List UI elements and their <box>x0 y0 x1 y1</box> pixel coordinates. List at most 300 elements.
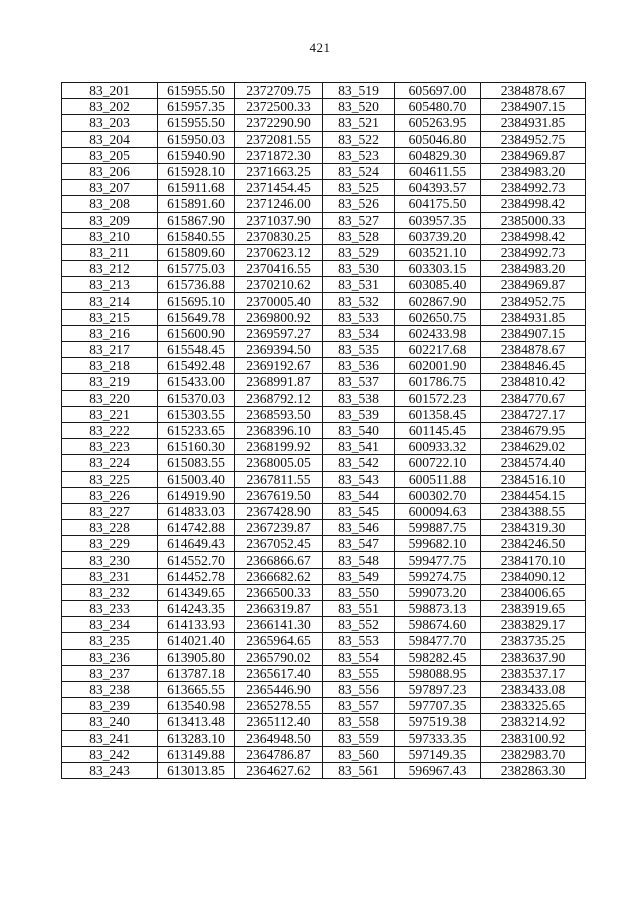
x-coord-right-cell: 601145.45 <box>395 422 481 438</box>
x-coord-left-cell: 615370.03 <box>158 390 235 406</box>
point-id-right-cell: 83_532 <box>323 293 395 309</box>
y-coord-right-cell: 2384907.15 <box>481 325 586 341</box>
x-coord-right-cell: 596967.43 <box>395 762 481 778</box>
y-coord-left-cell: 2367619.50 <box>235 487 323 503</box>
y-coord-right-cell: 2383919.65 <box>481 601 586 617</box>
x-coord-left-cell: 615433.00 <box>158 374 235 390</box>
coordinates-table <box>61 82 586 779</box>
point-id-right-cell: 83_549 <box>323 568 395 584</box>
page-number: 421 <box>309 40 331 55</box>
point-id-left-cell: 83_220 <box>62 390 158 406</box>
x-coord-right-cell: 605046.80 <box>395 131 481 147</box>
x-coord-right-cell: 605697.00 <box>395 83 481 99</box>
x-coord-left-cell: 614919.90 <box>158 487 235 503</box>
x-coord-right-cell: 598282.45 <box>395 649 481 665</box>
x-coord-left-cell: 615233.65 <box>158 422 235 438</box>
x-coord-left-cell: 614833.03 <box>158 503 235 519</box>
x-coord-right-cell: 605480.70 <box>395 99 481 115</box>
y-coord-right-cell: 2384878.67 <box>481 83 586 99</box>
x-coord-left-cell: 614021.40 <box>158 633 235 649</box>
x-coord-right-cell: 600933.32 <box>395 439 481 455</box>
y-coord-left-cell: 2369394.50 <box>235 342 323 358</box>
table-row <box>62 261 586 277</box>
y-coord-left-cell: 2372500.33 <box>235 99 323 115</box>
point-id-left-cell: 83_209 <box>62 212 158 228</box>
x-coord-right-cell: 600722.10 <box>395 455 481 471</box>
y-coord-right-cell: 2384992.73 <box>481 180 586 196</box>
point-id-right-cell: 83_526 <box>323 196 395 212</box>
x-coord-right-cell: 599887.75 <box>395 520 481 536</box>
y-coord-right-cell: 2384983.20 <box>481 261 586 277</box>
y-coord-left-cell: 2368593.50 <box>235 406 323 422</box>
point-id-left-cell: 83_210 <box>62 228 158 244</box>
x-coord-left-cell: 613540.98 <box>158 698 235 714</box>
y-coord-right-cell: 2384998.42 <box>481 228 586 244</box>
point-id-right-cell: 83_527 <box>323 212 395 228</box>
point-id-left-cell: 83_238 <box>62 681 158 697</box>
y-coord-left-cell: 2364948.50 <box>235 730 323 746</box>
x-coord-right-cell: 599682.10 <box>395 536 481 552</box>
x-coord-left-cell: 615955.50 <box>158 83 235 99</box>
y-coord-left-cell: 2366500.33 <box>235 584 323 600</box>
point-id-right-cell: 83_536 <box>323 358 395 374</box>
table-row <box>62 163 586 179</box>
point-id-left-cell: 83_217 <box>62 342 158 358</box>
x-coord-right-cell: 598674.60 <box>395 617 481 633</box>
y-coord-left-cell: 2367239.87 <box>235 520 323 536</box>
y-coord-right-cell: 2383637.90 <box>481 649 586 665</box>
y-coord-right-cell: 2384319.30 <box>481 520 586 536</box>
point-id-right-cell: 83_519 <box>323 83 395 99</box>
y-coord-left-cell: 2365446.90 <box>235 681 323 697</box>
point-id-left-cell: 83_205 <box>62 147 158 163</box>
point-id-left-cell: 83_212 <box>62 261 158 277</box>
table-row <box>62 99 586 115</box>
x-coord-left-cell: 615911.68 <box>158 180 235 196</box>
point-id-right-cell: 83_544 <box>323 487 395 503</box>
point-id-right-cell: 83_550 <box>323 584 395 600</box>
y-coord-right-cell: 2384952.75 <box>481 293 586 309</box>
y-coord-left-cell: 2366866.67 <box>235 552 323 568</box>
x-coord-left-cell: 615957.35 <box>158 99 235 115</box>
y-coord-right-cell: 2384006.65 <box>481 584 586 600</box>
point-id-left-cell: 83_216 <box>62 325 158 341</box>
point-id-right-cell: 83_522 <box>323 131 395 147</box>
table-row <box>62 714 586 730</box>
y-coord-left-cell: 2371454.45 <box>235 180 323 196</box>
point-id-left-cell: 83_234 <box>62 617 158 633</box>
x-coord-left-cell: 615303.55 <box>158 406 235 422</box>
x-coord-right-cell: 599073.20 <box>395 584 481 600</box>
y-coord-left-cell: 2367811.55 <box>235 471 323 487</box>
y-coord-left-cell: 2372290.90 <box>235 115 323 131</box>
x-coord-left-cell: 615867.90 <box>158 212 235 228</box>
point-id-right-cell: 83_542 <box>323 455 395 471</box>
y-coord-left-cell: 2368991.87 <box>235 374 323 390</box>
x-coord-right-cell: 603303.15 <box>395 261 481 277</box>
x-coord-left-cell: 615736.88 <box>158 277 235 293</box>
x-coord-right-cell: 604611.55 <box>395 163 481 179</box>
table-row <box>62 115 586 131</box>
point-id-left-cell: 83_226 <box>62 487 158 503</box>
table-row <box>62 309 586 325</box>
x-coord-left-cell: 615950.03 <box>158 131 235 147</box>
point-id-left-cell: 83_228 <box>62 520 158 536</box>
point-id-left-cell: 83_233 <box>62 601 158 617</box>
point-id-right-cell: 83_540 <box>323 422 395 438</box>
y-coord-right-cell: 2384931.85 <box>481 115 586 131</box>
point-id-left-cell: 83_213 <box>62 277 158 293</box>
x-coord-left-cell: 615775.03 <box>158 261 235 277</box>
y-coord-right-cell: 2384952.75 <box>481 131 586 147</box>
point-id-right-cell: 83_543 <box>323 471 395 487</box>
y-coord-right-cell: 2383100.92 <box>481 730 586 746</box>
y-coord-left-cell: 2368199.92 <box>235 439 323 455</box>
y-coord-left-cell: 2367052.45 <box>235 536 323 552</box>
x-coord-left-cell: 613413.48 <box>158 714 235 730</box>
x-coord-right-cell: 601572.23 <box>395 390 481 406</box>
x-coord-left-cell: 615003.40 <box>158 471 235 487</box>
point-id-left-cell: 83_204 <box>62 131 158 147</box>
y-coord-left-cell: 2370210.62 <box>235 277 323 293</box>
y-coord-left-cell: 2366319.87 <box>235 601 323 617</box>
table-row <box>62 568 586 584</box>
y-coord-left-cell: 2365964.65 <box>235 633 323 649</box>
point-id-left-cell: 83_237 <box>62 665 158 681</box>
point-id-left-cell: 83_218 <box>62 358 158 374</box>
point-id-right-cell: 83_520 <box>323 99 395 115</box>
x-coord-left-cell: 615840.55 <box>158 228 235 244</box>
table-row <box>62 503 586 519</box>
table-row <box>62 746 586 762</box>
y-coord-right-cell: 2383735.25 <box>481 633 586 649</box>
point-id-right-cell: 83_553 <box>323 633 395 649</box>
y-coord-right-cell: 2384810.42 <box>481 374 586 390</box>
point-id-left-cell: 83_202 <box>62 99 158 115</box>
point-id-right-cell: 83_534 <box>323 325 395 341</box>
x-coord-right-cell: 600302.70 <box>395 487 481 503</box>
y-coord-left-cell: 2364627.62 <box>235 762 323 778</box>
y-coord-left-cell: 2369192.67 <box>235 358 323 374</box>
y-coord-left-cell: 2365278.55 <box>235 698 323 714</box>
y-coord-right-cell: 2384969.87 <box>481 277 586 293</box>
x-coord-right-cell: 597897.23 <box>395 681 481 697</box>
x-coord-left-cell: 615548.45 <box>158 342 235 358</box>
x-coord-right-cell: 597149.35 <box>395 746 481 762</box>
point-id-right-cell: 83_523 <box>323 147 395 163</box>
table-row <box>62 601 586 617</box>
point-id-right-cell: 83_528 <box>323 228 395 244</box>
y-coord-right-cell: 2384388.55 <box>481 503 586 519</box>
y-coord-left-cell: 2371872.30 <box>235 147 323 163</box>
x-coord-right-cell: 599274.75 <box>395 568 481 584</box>
y-coord-left-cell: 2365112.40 <box>235 714 323 730</box>
y-coord-left-cell: 2371037.90 <box>235 212 323 228</box>
table-row <box>62 342 586 358</box>
point-id-right-cell: 83_525 <box>323 180 395 196</box>
y-coord-right-cell: 2384998.42 <box>481 196 586 212</box>
table-row <box>62 520 586 536</box>
table-row <box>62 439 586 455</box>
x-coord-left-cell: 614649.43 <box>158 536 235 552</box>
point-id-left-cell: 83_232 <box>62 584 158 600</box>
x-coord-left-cell: 614133.93 <box>158 617 235 633</box>
y-coord-left-cell: 2371663.25 <box>235 163 323 179</box>
y-coord-left-cell: 2365617.40 <box>235 665 323 681</box>
y-coord-right-cell: 2384629.02 <box>481 439 586 455</box>
y-coord-right-cell: 2384907.15 <box>481 99 586 115</box>
x-coord-right-cell: 597519.38 <box>395 714 481 730</box>
x-coord-left-cell: 615809.60 <box>158 244 235 260</box>
point-id-left-cell: 83_219 <box>62 374 158 390</box>
point-id-left-cell: 83_241 <box>62 730 158 746</box>
table-row <box>62 244 586 260</box>
table-row <box>62 584 586 600</box>
x-coord-right-cell: 598477.70 <box>395 633 481 649</box>
table-row <box>62 358 586 374</box>
point-id-right-cell: 83_548 <box>323 552 395 568</box>
table-row <box>62 277 586 293</box>
point-id-left-cell: 83_242 <box>62 746 158 762</box>
table-row <box>62 390 586 406</box>
x-coord-right-cell: 604393.57 <box>395 180 481 196</box>
point-id-right-cell: 83_545 <box>323 503 395 519</box>
y-coord-left-cell: 2370005.40 <box>235 293 323 309</box>
y-coord-left-cell: 2366141.30 <box>235 617 323 633</box>
x-coord-left-cell: 614349.65 <box>158 584 235 600</box>
x-coord-right-cell: 597333.35 <box>395 730 481 746</box>
point-id-right-cell: 83_531 <box>323 277 395 293</box>
x-coord-left-cell: 614452.78 <box>158 568 235 584</box>
y-coord-right-cell: 2384983.20 <box>481 163 586 179</box>
y-coord-right-cell: 2384090.12 <box>481 568 586 584</box>
x-coord-right-cell: 603739.20 <box>395 228 481 244</box>
x-coord-left-cell: 613283.10 <box>158 730 235 746</box>
x-coord-left-cell: 614742.88 <box>158 520 235 536</box>
x-coord-right-cell: 600094.63 <box>395 503 481 519</box>
point-id-right-cell: 83_538 <box>323 390 395 406</box>
y-coord-right-cell: 2384170.10 <box>481 552 586 568</box>
coordinates-table-body <box>62 83 586 779</box>
point-id-left-cell: 83_207 <box>62 180 158 196</box>
point-id-right-cell: 83_559 <box>323 730 395 746</box>
x-coord-left-cell: 613787.18 <box>158 665 235 681</box>
x-coord-right-cell: 601358.45 <box>395 406 481 422</box>
y-coord-right-cell: 2384727.17 <box>481 406 586 422</box>
x-coord-right-cell: 602433.98 <box>395 325 481 341</box>
x-coord-left-cell: 614243.35 <box>158 601 235 617</box>
point-id-right-cell: 83_546 <box>323 520 395 536</box>
point-id-right-cell: 83_555 <box>323 665 395 681</box>
point-id-left-cell: 83_215 <box>62 309 158 325</box>
y-coord-left-cell: 2366682.62 <box>235 568 323 584</box>
y-coord-right-cell: 2384574.40 <box>481 455 586 471</box>
table-row <box>62 83 586 99</box>
y-coord-right-cell: 2382983.70 <box>481 746 586 762</box>
y-coord-right-cell: 2384454.15 <box>481 487 586 503</box>
y-coord-right-cell: 2384516.10 <box>481 471 586 487</box>
y-coord-right-cell: 2383433.08 <box>481 681 586 697</box>
point-id-left-cell: 83_224 <box>62 455 158 471</box>
point-id-left-cell: 83_222 <box>62 422 158 438</box>
table-row <box>62 649 586 665</box>
point-id-left-cell: 83_211 <box>62 244 158 260</box>
table-row <box>62 212 586 228</box>
point-id-left-cell: 83_223 <box>62 439 158 455</box>
x-coord-left-cell: 615492.48 <box>158 358 235 374</box>
y-coord-right-cell: 2384969.87 <box>481 147 586 163</box>
y-coord-left-cell: 2370623.12 <box>235 244 323 260</box>
point-id-right-cell: 83_556 <box>323 681 395 697</box>
y-coord-left-cell: 2371246.00 <box>235 196 323 212</box>
point-id-left-cell: 83_227 <box>62 503 158 519</box>
y-coord-left-cell: 2369597.27 <box>235 325 323 341</box>
point-id-left-cell: 83_230 <box>62 552 158 568</box>
x-coord-left-cell: 615928.10 <box>158 163 235 179</box>
x-coord-left-cell: 615955.50 <box>158 115 235 131</box>
table-row <box>62 487 586 503</box>
table-row <box>62 406 586 422</box>
x-coord-left-cell: 613905.80 <box>158 649 235 665</box>
point-id-left-cell: 83_221 <box>62 406 158 422</box>
x-coord-left-cell: 615649.78 <box>158 309 235 325</box>
y-coord-right-cell: 2384931.85 <box>481 309 586 325</box>
table-row <box>62 698 586 714</box>
point-id-right-cell: 83_558 <box>323 714 395 730</box>
point-id-right-cell: 83_554 <box>323 649 395 665</box>
table-row <box>62 196 586 212</box>
y-coord-left-cell: 2372709.75 <box>235 83 323 99</box>
x-coord-right-cell: 603957.35 <box>395 212 481 228</box>
point-id-left-cell: 83_231 <box>62 568 158 584</box>
y-coord-left-cell: 2372081.55 <box>235 131 323 147</box>
point-id-right-cell: 83_533 <box>323 309 395 325</box>
x-coord-left-cell: 615600.90 <box>158 325 235 341</box>
y-coord-right-cell: 2384878.67 <box>481 342 586 358</box>
y-coord-left-cell: 2368792.12 <box>235 390 323 406</box>
x-coord-left-cell: 615695.10 <box>158 293 235 309</box>
table-row <box>62 147 586 163</box>
x-coord-left-cell: 613665.55 <box>158 681 235 697</box>
y-coord-right-cell: 2383537.17 <box>481 665 586 681</box>
x-coord-right-cell: 602217.68 <box>395 342 481 358</box>
x-coord-left-cell: 613149.88 <box>158 746 235 762</box>
table-row <box>62 228 586 244</box>
point-id-left-cell: 83_235 <box>62 633 158 649</box>
table-row <box>62 665 586 681</box>
table-row <box>62 762 586 778</box>
point-id-right-cell: 83_524 <box>323 163 395 179</box>
table-row <box>62 730 586 746</box>
y-coord-left-cell: 2368396.10 <box>235 422 323 438</box>
table-row <box>62 471 586 487</box>
x-coord-left-cell: 615891.60 <box>158 196 235 212</box>
table-row <box>62 536 586 552</box>
table-row <box>62 552 586 568</box>
y-coord-right-cell: 2385000.33 <box>481 212 586 228</box>
x-coord-right-cell: 598088.95 <box>395 665 481 681</box>
y-coord-right-cell: 2383325.65 <box>481 698 586 714</box>
x-coord-right-cell: 603521.10 <box>395 244 481 260</box>
point-id-right-cell: 83_539 <box>323 406 395 422</box>
x-coord-right-cell: 605263.95 <box>395 115 481 131</box>
x-coord-right-cell: 604829.30 <box>395 147 481 163</box>
x-coord-right-cell: 597707.35 <box>395 698 481 714</box>
point-id-right-cell: 83_557 <box>323 698 395 714</box>
table-row <box>62 681 586 697</box>
point-id-right-cell: 83_529 <box>323 244 395 260</box>
point-id-right-cell: 83_560 <box>323 746 395 762</box>
point-id-right-cell: 83_535 <box>323 342 395 358</box>
point-id-left-cell: 83_240 <box>62 714 158 730</box>
point-id-left-cell: 83_236 <box>62 649 158 665</box>
x-coord-left-cell: 615160.30 <box>158 439 235 455</box>
x-coord-right-cell: 598873.13 <box>395 601 481 617</box>
y-coord-right-cell: 2383214.92 <box>481 714 586 730</box>
point-id-left-cell: 83_239 <box>62 698 158 714</box>
table-row <box>62 422 586 438</box>
x-coord-right-cell: 602001.90 <box>395 358 481 374</box>
point-id-left-cell: 83_208 <box>62 196 158 212</box>
y-coord-left-cell: 2370830.25 <box>235 228 323 244</box>
y-coord-right-cell: 2384770.67 <box>481 390 586 406</box>
x-coord-left-cell: 615083.55 <box>158 455 235 471</box>
point-id-right-cell: 83_561 <box>323 762 395 778</box>
table-row <box>62 293 586 309</box>
x-coord-right-cell: 602867.90 <box>395 293 481 309</box>
table-row <box>62 325 586 341</box>
y-coord-right-cell: 2384679.95 <box>481 422 586 438</box>
point-id-right-cell: 83_551 <box>323 601 395 617</box>
x-coord-left-cell: 613013.85 <box>158 762 235 778</box>
x-coord-right-cell: 601786.75 <box>395 374 481 390</box>
point-id-right-cell: 83_547 <box>323 536 395 552</box>
point-id-right-cell: 83_552 <box>323 617 395 633</box>
point-id-right-cell: 83_541 <box>323 439 395 455</box>
table-row <box>62 617 586 633</box>
y-coord-left-cell: 2368005.05 <box>235 455 323 471</box>
x-coord-left-cell: 614552.70 <box>158 552 235 568</box>
point-id-left-cell: 83_225 <box>62 471 158 487</box>
table-row <box>62 633 586 649</box>
point-id-right-cell: 83_530 <box>323 261 395 277</box>
y-coord-left-cell: 2369800.92 <box>235 309 323 325</box>
point-id-left-cell: 83_201 <box>62 83 158 99</box>
y-coord-right-cell: 2384246.50 <box>481 536 586 552</box>
x-coord-right-cell: 599477.75 <box>395 552 481 568</box>
y-coord-right-cell: 2384992.73 <box>481 244 586 260</box>
y-coord-right-cell: 2384846.45 <box>481 358 586 374</box>
x-coord-right-cell: 600511.88 <box>395 471 481 487</box>
point-id-left-cell: 83_229 <box>62 536 158 552</box>
y-coord-left-cell: 2370416.55 <box>235 261 323 277</box>
point-id-left-cell: 83_243 <box>62 762 158 778</box>
x-coord-right-cell: 603085.40 <box>395 277 481 293</box>
x-coord-right-cell: 604175.50 <box>395 196 481 212</box>
point-id-left-cell: 83_203 <box>62 115 158 131</box>
point-id-right-cell: 83_521 <box>323 115 395 131</box>
table-row <box>62 180 586 196</box>
table-row <box>62 131 586 147</box>
point-id-left-cell: 83_214 <box>62 293 158 309</box>
point-id-left-cell: 83_206 <box>62 163 158 179</box>
x-coord-left-cell: 615940.90 <box>158 147 235 163</box>
point-id-right-cell: 83_537 <box>323 374 395 390</box>
y-coord-right-cell: 2383829.17 <box>481 617 586 633</box>
table-row <box>62 374 586 390</box>
table-row <box>62 455 586 471</box>
y-coord-left-cell: 2364786.87 <box>235 746 323 762</box>
